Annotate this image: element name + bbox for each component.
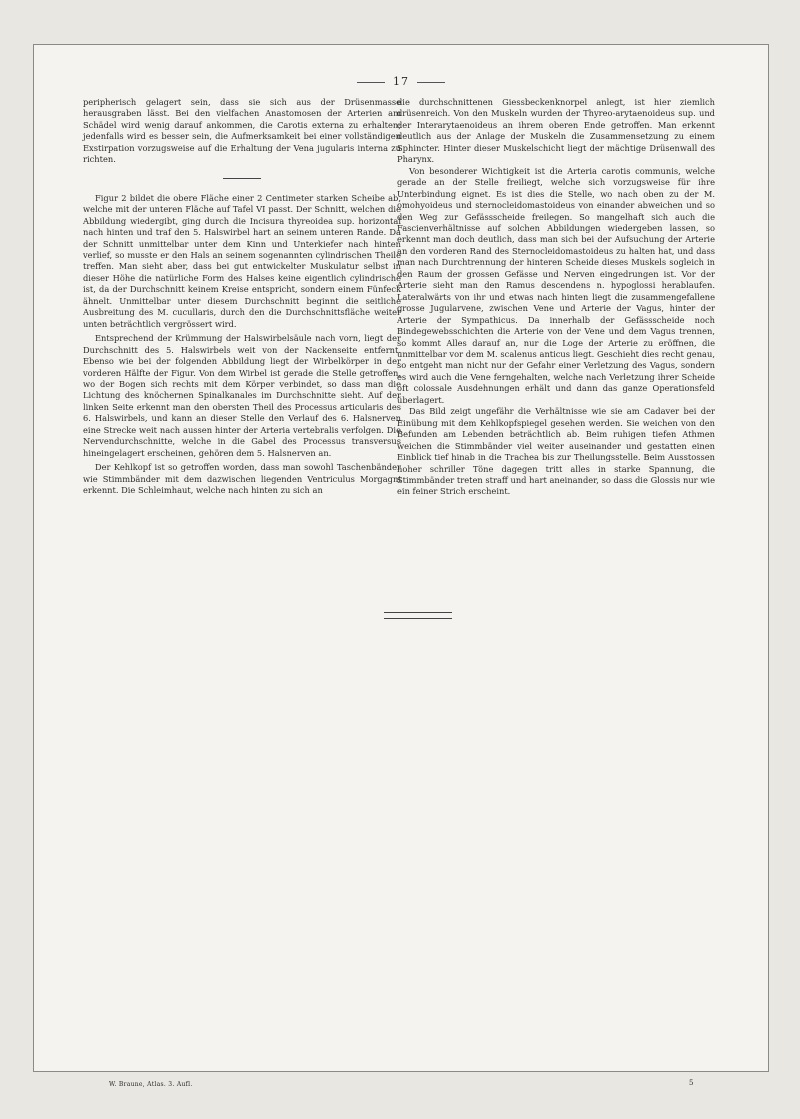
paragraph: Der Kehlkopf ist so getroffen worden, dass man sowohl Taschenbänder wie Stimmbänder mit dem dazwischen liegenden Ventriculus Morgagni erkennt. Die Schleimhaut, welche nach hinten zu sich an bbox=[83, 462, 401, 496]
page-number bbox=[34, 75, 768, 88]
footer-signature: 5 bbox=[689, 1079, 694, 1087]
section-separator bbox=[223, 178, 261, 179]
paragraph: peripherisch gelagert sein, dass sie sich aus der Drüsenmasse herausgraben lässt. Bei den vielfachen Anastomosen der Arterien am Schädel wird wenig darauf ankommen, die Carotis externa zu erhalten; jedenfalls wird es besser sein, die Aufmerksamkeit bei einer vollständigen Exstirpation vorzugsweise auf die Erhaltung der Vena jugularis interna zu richten. bbox=[83, 97, 401, 165]
end-ornament-rule bbox=[384, 612, 452, 619]
page-number-text: 17 bbox=[393, 75, 409, 88]
paragraph: Das Bild zeigt ungefähr die Verhältnisse wie sie am Cadaver bei der Einübung mit dem Kehlkopfspiegel gesehen werden. Sie weichen von den Befunden am Lebenden beträchtlich ab. Beim ruhigen tiefen Athmen weichen die Stimmbänder viel weiter auseinander und gestatten einen Einblick tief hinab in die Trachea bis zur Theilungsstelle. Beim Ausstossen hoher schriller Töne dagegen tritt alles in starke Spannung, die Stimmbänder treten straff und hart aneinander, so dass die Glossis nur wie ein feiner Strich erscheint. bbox=[397, 406, 715, 497]
right-column bbox=[397, 97, 715, 498]
page-number-rule-right bbox=[417, 82, 445, 83]
paragraph: Von besonderer Wichtigkeit ist die Arteria carotis communis, welche gerade an der Stelle freiliegt, welche sich vorzugsweise für ihre Unterbindung eignet. Es ist dies die Stelle, wo nach oben zu der M. omohyoideus und sternocleidomastoideus von einander abweichen und so den Weg zur Gefässscheide freilegen. So mangelhaft sich auch die Fascienverhältnisse auf solchen Abbildungen wiedergeben lassen, so erkennt man doch deutlich, dass man sich bei der Aufsuchung der Arterie an den vorderen Rand des Sternocleidomastoideus zu halten hat, und dass man nach Durchtrennung der hinteren Scheide dieses Muskels sogleich in den Raum der grossen Gefässe und Nerven eingedrungen ist. Vor der Arterie sieht man den Ramus descendens n. hypoglossi herablaufen. Lateralwärts von ihr und etwas nach hinten liegt die zusammengefallene grosse Jugularvene, zwischen Vene und Arterie der Vagus, hinter der Arterie der Sympathicus. Da innerhalb der Gefässscheide noch Bindegewebsschichten die Arterie von der Vene und dem Vagus trennen, so kommt Alles darauf an, nur die Loge der Arterie zu eröffnen, die unmittelbar vor dem M. scalenus anticus liegt. Geschieht dies recht genau, so entgeht man nicht nur der Gefahr einer Verletzung des Vagus, sondern es wird auch die Vene ferngehalten, welche nach Verletzung ihrer Scheide oft colossale Ausdehnungen erhält und dann das ganze Operationsfeld überlagert. bbox=[397, 165, 715, 405]
paragraph: die durchschnittenen Giessbeckenknorpel anlegt, ist hier ziemlich drüsenreich. Von den Muskeln wurden der Thyreo-arytaenoideus sup. und der Interarytaenoideus an ihrem oberen Ende getroffen. Man erkennt deutlich aus der Anlage der Muskeln die Zusammensetzung zu einem Sphincter. Hinter dieser Muskelschicht liegt der mächtige Drüsenwall des Pharynx. bbox=[397, 97, 715, 165]
footer-publisher: W. Braune, Atlas. 3. Aufl. bbox=[109, 1081, 193, 1088]
page-number-rule-left bbox=[357, 82, 385, 83]
paragraph: Entsprechend der Krümmung der Halswirbelsäule nach vorn, liegt der Durchschnitt des 5. Halswirbels weit von der Nackenseite entfernt. Ebenso wie bei der folgenden Abbildung liegt der Wirbelkörper in der vorderen Hälfte der Figur. Von dem Wirbel ist gerade die Stelle getroffen, wo der Bogen sich rechts mit dem Körper verbindet, so dass man die Lichtung des knöchernen Spinalkanales im Durchschnitte sieht. Auf der linken Seite erkennt man den obersten Theil des Processus articularis des 6. Halswirbels, und kann an dieser Stelle den Verlauf des 6. Halsnerven eine Strecke weit nach aussen hinter der Arteria vertebralis verfolgen. Die Nervendurchschnitte, welche in die Gabel des Processus transversus hineingelagert erscheinen, gehören dem 5. Halsnerven an. bbox=[83, 333, 401, 458]
left-column bbox=[83, 97, 401, 497]
page-sheet bbox=[33, 44, 769, 1088]
paragraph: Figur 2 bildet die obere Fläche einer 2 Centimeter starken Scheibe ab, welche mit der unteren Fläche auf Tafel VI passt. Der Schnitt, welchen die Abbildung wiedergibt, ging durch die Incisura thyreoidea sup. horizontal nach hinten und traf den 5. Halswirbel hart an seinem unteren Rande. Da der Schnitt unmittelbar unter dem Kinn und Unterkiefer nach hinten verlief, so musste er den Hals an seinem sogenannten cylindrischen Theile treffen. Man sieht aber, dass bei gut entwickelter Muskulatur selbst in dieser Höhe die natürliche Form des Halses keine eigentlich cylindrische ist, da der Durchschnitt keinem Kreise entspricht, sondern einem Fünfeck ähnelt. Unmittelbar unter diesem Durchschnitt beginnt die seitliche Ausbreitung des M. cucullaris, durch den die Durchschnittsfläche weiter unten beträchtlich vergrössert wird. bbox=[83, 192, 401, 329]
